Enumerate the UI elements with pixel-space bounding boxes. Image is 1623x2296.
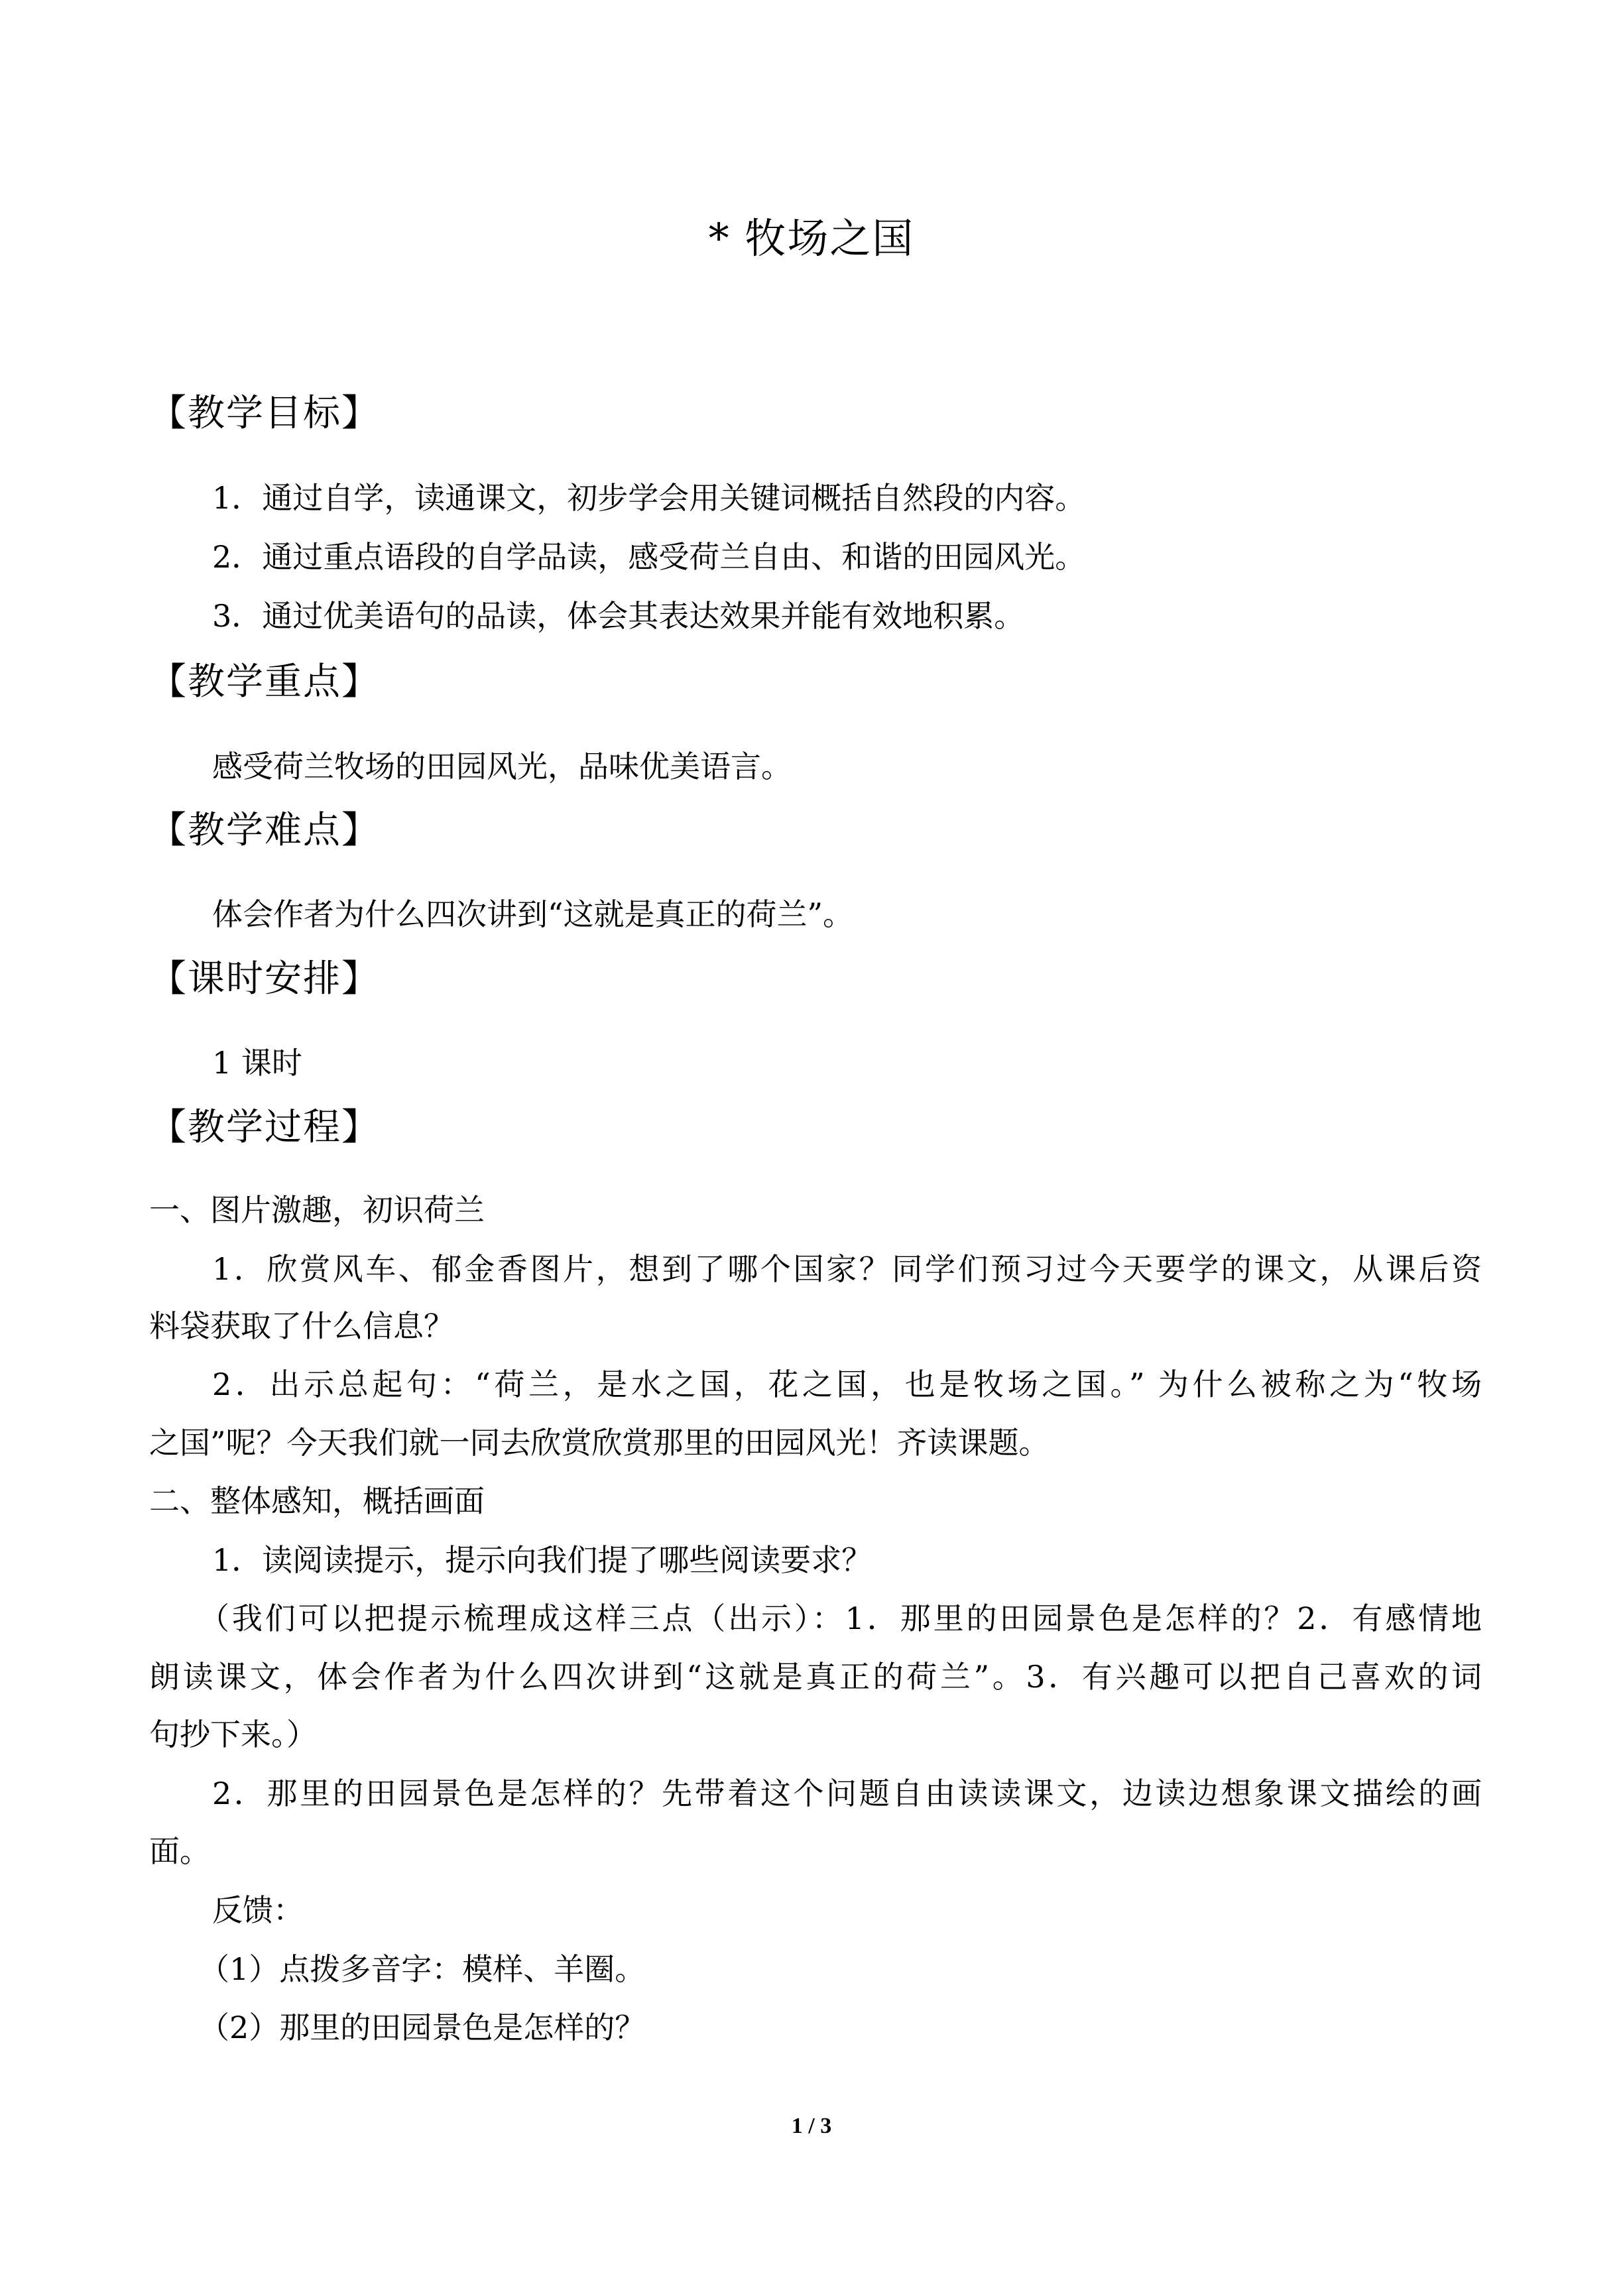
- objectives-heading: 【教学目标】: [149, 392, 380, 435]
- process-part2-title: 二、整体感知，概括画面: [149, 1483, 485, 1519]
- key-points-text: 感受荷兰牧场的田园风光，品味优美语言。: [212, 749, 792, 784]
- process-part2-p2-line3: 句抄下来。）: [149, 1717, 317, 1752]
- key-points-heading: 【教学重点】: [149, 660, 380, 703]
- schedule-text: 1 课时: [212, 1045, 302, 1081]
- process-part1-p2-line1: 2．出示总起句：“荷兰，是水之国，花之国，也是牧场之国。” 为什么被称之为“牧场: [212, 1366, 1482, 1402]
- objective-item-2: 2．通过重点语段的自学品读，感受荷兰自由、和谐的田园风光。: [212, 539, 1086, 575]
- process-part1-p1-line2: 料袋获取了什么信息？: [149, 1308, 454, 1344]
- process-part2-p1: 1．读阅读提示，提示向我们提了哪些阅读要求？: [212, 1542, 872, 1578]
- page-number: 1 / 3: [791, 2114, 832, 2138]
- process-part2-p2-line2: 朗读课文，体会作者为什么四次讲到“这就是真正的荷兰”。3．有兴趣可以把自己喜欢的词: [149, 1659, 1482, 1695]
- page-title: * 牧场之国: [708, 214, 915, 263]
- process-part1-p1-line1: 1．欣赏风车、郁金香图片，想到了哪个国家？同学们预习过今天要学的课文，从课后资: [212, 1251, 1482, 1287]
- difficulties-text: 体会作者为什么四次讲到“这就是真正的荷兰”。: [212, 896, 854, 932]
- process-part2-feedback-1: （1）点拨多音字：模样、羊圈。: [199, 1951, 646, 1987]
- process-part2-feedback: 反馈：: [212, 1892, 304, 1928]
- process-heading: 【教学过程】: [149, 1106, 380, 1149]
- process-part2-p3-line2: 面。: [149, 1833, 210, 1869]
- process-part1-p2-line2: 之国”呢？今天我们就一同去欣赏欣赏那里的田园风光！齐读课题。: [149, 1425, 1050, 1461]
- schedule-heading: 【课时安排】: [149, 957, 380, 1000]
- objective-item-1: 1．通过自学，读通课文，初步学会用关键词概括自然段的内容。: [212, 480, 1086, 516]
- difficulties-heading: 【教学难点】: [149, 809, 380, 852]
- process-part2-feedback-2: （2）那里的田园景色是怎样的？: [199, 2010, 646, 2045]
- process-part2-p2-line1: （我们可以把提示梳理成这样三点（出示）：1．那里的田园景色是怎样的？2．有感情地: [199, 1601, 1482, 1636]
- process-part1-title: 一、图片激趣，初识荷兰: [149, 1192, 485, 1228]
- process-part2-p3-line1: 2．那里的田园景色是怎样的？先带着这个问题自由读读课文，边读边想象课文描绘的画: [212, 1776, 1482, 1811]
- objective-item-3: 3．通过优美语句的品读，体会其表达效果并能有效地积累。: [212, 598, 1025, 634]
